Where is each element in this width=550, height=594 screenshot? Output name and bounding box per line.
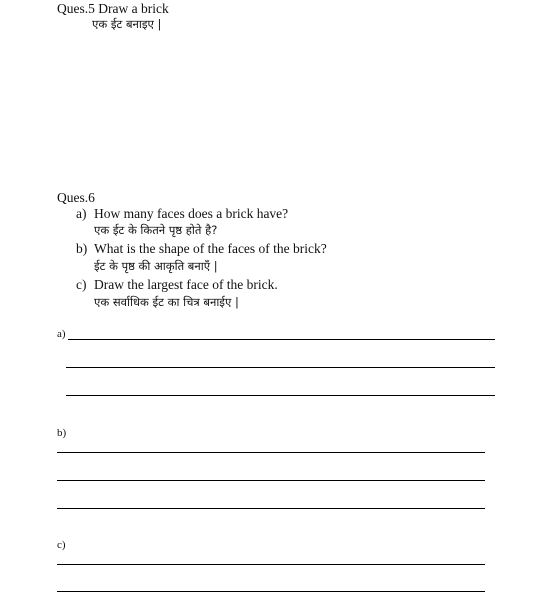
question-6c-hindi: एक सर्वाधिक ईट का चित्र बनाईए | [94,295,239,309]
question-5-hindi: एक ईट बनाइए | [92,17,162,31]
question-5-title: Ques.5 Draw a brick [57,1,169,16]
answer-a-label: a) [57,328,66,340]
question-6c-english: Draw the largest face of the brick. [94,277,278,292]
question-6a-hindi: एक ईट के कितने पृष्ठ होते है? [94,223,218,237]
answer-b-line-3 [57,508,485,509]
question-6a-english: How many faces does a brick have? [94,206,289,221]
answer-b-label: b) [57,427,67,439]
answer-c-line-1 [57,564,485,565]
answer-a-line-1 [68,339,495,340]
question-6c [76,277,278,293]
question-6b-english: What is the shape of the faces of the brick? [94,241,327,256]
question-6b-letter: b) [76,241,88,256]
question-6a-letter: a) [76,206,87,221]
answer-a-line-2 [66,367,495,368]
answer-a-line-3 [66,395,495,396]
question-6-title: Ques.6 [57,190,95,205]
question-6b [76,241,327,257]
question-6c-letter: c) [76,277,87,292]
question-6a [76,206,288,222]
answer-c-line-2 [57,591,485,592]
answer-c-label: c) [57,539,66,551]
answer-b-line-2 [57,480,485,481]
answer-b-line-1 [57,452,485,453]
question-6b-hindi: ईट के पृष्ठ की आकृति बनाएँ | [94,259,218,273]
